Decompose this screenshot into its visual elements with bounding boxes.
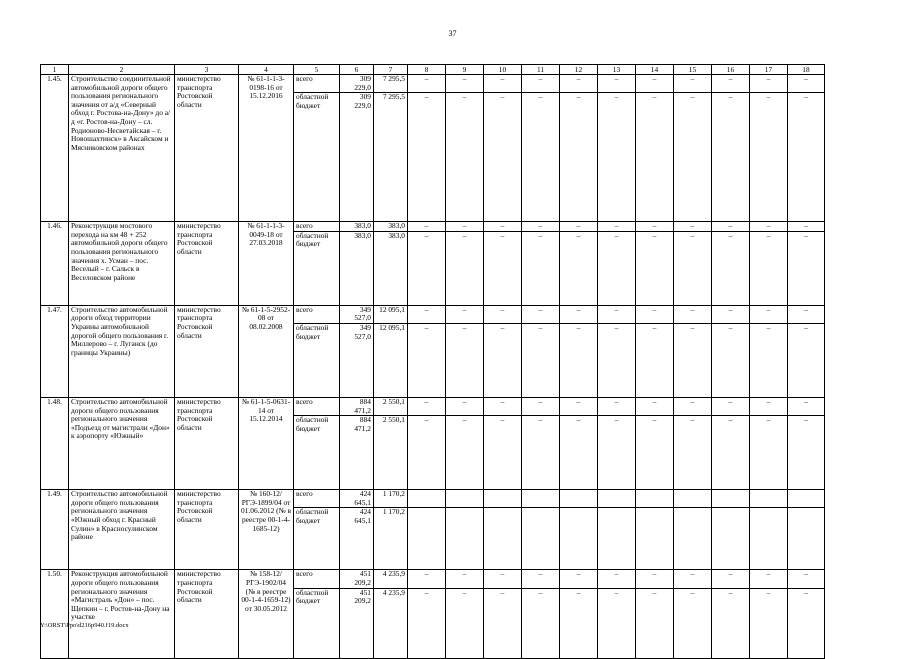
remaining-cost: 1 170,2 — [374, 490, 408, 508]
item-number: 1.47. — [41, 305, 69, 397]
year-cell: – — [446, 93, 484, 222]
column-number: 5 — [294, 65, 340, 75]
year-cell: – — [636, 323, 674, 397]
year-cell: – — [560, 222, 598, 232]
column-number: 2 — [69, 65, 175, 75]
expertise-doc: № 158-12/РГЭ-1902/04 (№ в реестре 00-1-4-1659-12) от 30.05.2012 — [239, 570, 294, 658]
year-cell: – — [750, 305, 788, 323]
year-cell: – — [750, 570, 788, 588]
object-name: Строительство соединительной автомобильной дороги общего пользования регионального значения от а/д «Северный обход г. Ростова-на-Дону» до а/д «г. Ростов-на-Дону – сл. Родионово-Несветайская – г. Новошахтинск» в Аксайском и Мясниковском районах — [69, 75, 175, 222]
year-cell: – — [598, 416, 636, 490]
year-cell: – — [408, 75, 446, 93]
year-cell: – — [484, 588, 522, 658]
column-number: 10 — [484, 65, 522, 75]
responsible-org: министерство транспорта Ростовской области — [175, 222, 239, 306]
table-row — [41, 305, 825, 323]
year-cell — [788, 508, 825, 570]
year-cell: – — [674, 416, 712, 490]
year-cell: – — [712, 93, 750, 222]
year-cell: – — [788, 305, 825, 323]
year-cell: – — [408, 397, 446, 415]
year-cell: – — [598, 75, 636, 93]
column-number: 17 — [750, 65, 788, 75]
year-cell: – — [598, 231, 636, 305]
year-cell: – — [788, 397, 825, 415]
column-number: 7 — [374, 65, 408, 75]
year-cell: – — [484, 231, 522, 305]
year-cell — [598, 508, 636, 570]
year-cell: – — [522, 416, 560, 490]
funding-source: областной бюджет — [294, 231, 340, 305]
year-cell: – — [484, 416, 522, 490]
year-cell: – — [446, 588, 484, 658]
year-cell — [446, 490, 484, 508]
year-cell: – — [788, 222, 825, 232]
estimated-cost: 451 209,2 — [340, 570, 374, 588]
year-cell: – — [750, 588, 788, 658]
year-cell: – — [408, 231, 446, 305]
year-cell: – — [674, 570, 712, 588]
year-cell — [408, 508, 446, 570]
object-name: Строительство автомобильной дороги обход территории Украины автомобильной дорогой общего пользования г. Миллерово – г. Луганск (до границы Украины) — [69, 305, 175, 397]
year-cell: – — [636, 231, 674, 305]
responsible-org: министерство транспорта Ростовской области — [175, 490, 239, 570]
year-cell: – — [560, 93, 598, 222]
column-number: 18 — [788, 65, 825, 75]
estimated-cost: 349 527,0 — [340, 305, 374, 323]
year-cell: – — [636, 588, 674, 658]
year-cell — [484, 508, 522, 570]
year-cell — [750, 490, 788, 508]
year-cell: – — [636, 416, 674, 490]
remaining-cost: 12 095,1 — [374, 323, 408, 397]
year-cell: – — [788, 570, 825, 588]
year-cell: – — [560, 305, 598, 323]
funding-source: всего — [294, 490, 340, 508]
year-cell: – — [522, 231, 560, 305]
year-cell: – — [788, 323, 825, 397]
responsible-org: министерство транспорта Ростовской области — [175, 75, 239, 222]
year-cell: – — [446, 570, 484, 588]
estimated-cost: 424 645,1 — [340, 490, 374, 508]
year-cell: – — [446, 231, 484, 305]
year-cell: – — [712, 323, 750, 397]
column-number: 4 — [239, 65, 294, 75]
item-number: 1.50. — [41, 570, 69, 658]
year-cell: – — [408, 416, 446, 490]
year-cell: – — [788, 231, 825, 305]
object-name: Реконструкция автомобильной дороги общего пользования регионального значения «Магистраль «Дон» – пос. Щепкин – г. Ростов-на-Дону на участке — [69, 570, 175, 658]
year-cell: – — [484, 397, 522, 415]
year-cell — [598, 490, 636, 508]
estimated-cost: 309 229,0 — [340, 93, 374, 222]
remaining-cost: 12 095,1 — [374, 305, 408, 323]
year-cell: – — [522, 305, 560, 323]
file-path-footer: Y:\ORST\Ppo\d216p940.f19.docx — [40, 622, 129, 629]
remaining-cost: 7 295,5 — [374, 75, 408, 93]
year-cell: – — [750, 323, 788, 397]
remaining-cost: 2 550,1 — [374, 397, 408, 415]
funding-source: областной бюджет — [294, 416, 340, 490]
column-number: 9 — [446, 65, 484, 75]
year-cell: – — [674, 397, 712, 415]
year-cell — [674, 508, 712, 570]
year-cell: – — [484, 75, 522, 93]
year-cell: – — [408, 323, 446, 397]
year-cell: – — [446, 323, 484, 397]
year-cell: – — [560, 231, 598, 305]
header-row — [41, 65, 825, 75]
year-cell: – — [674, 75, 712, 93]
year-cell: – — [598, 305, 636, 323]
estimated-cost: 383,0 — [340, 222, 374, 232]
year-cell: – — [674, 588, 712, 658]
year-cell — [788, 490, 825, 508]
year-cell: – — [674, 222, 712, 232]
funding-source: областной бюджет — [294, 588, 340, 658]
column-number: 12 — [560, 65, 598, 75]
year-cell: – — [788, 75, 825, 93]
year-cell: – — [788, 93, 825, 222]
year-cell — [484, 490, 522, 508]
year-cell: – — [598, 93, 636, 222]
year-cell: – — [712, 75, 750, 93]
column-number: 3 — [175, 65, 239, 75]
year-cell — [712, 490, 750, 508]
year-cell: – — [712, 397, 750, 415]
estimated-cost: 451 209,2 — [340, 588, 374, 658]
year-cell: – — [598, 222, 636, 232]
year-cell: – — [522, 570, 560, 588]
column-number: 14 — [636, 65, 674, 75]
year-cell: – — [712, 231, 750, 305]
column-number: 15 — [674, 65, 712, 75]
year-cell: – — [750, 75, 788, 93]
year-cell: – — [560, 416, 598, 490]
year-cell: – — [560, 570, 598, 588]
column-number: 6 — [340, 65, 374, 75]
program-table — [40, 64, 825, 659]
year-cell: – — [408, 588, 446, 658]
year-cell: – — [636, 570, 674, 588]
year-cell — [636, 508, 674, 570]
year-cell: – — [522, 75, 560, 93]
object-name: Реконструкция мостового перехода на км 48 + 252 автомобильной дороги общего пользования регионального значения х. Усман – пос. Веселый – г. Сальск в Веселовском районе — [69, 222, 175, 306]
year-cell: – — [446, 416, 484, 490]
year-cell: – — [636, 222, 674, 232]
year-cell: – — [446, 222, 484, 232]
responsible-org: министерство транспорта Ростовской области — [175, 397, 239, 489]
expertise-doc: № 61-1-5-0631-14 от 15.12.2014 — [239, 397, 294, 489]
remaining-cost: 4 235,9 — [374, 570, 408, 588]
remaining-cost: 4 235,9 — [374, 588, 408, 658]
year-cell: – — [408, 93, 446, 222]
year-cell: – — [598, 570, 636, 588]
year-cell: – — [674, 323, 712, 397]
year-cell: – — [674, 93, 712, 222]
object-name: Строительство автомобильной дороги общего пользования регионального значения «Южный обход г. Красный Сулин» в Красносулинском районе — [69, 490, 175, 570]
year-cell: – — [522, 93, 560, 222]
year-cell: – — [560, 588, 598, 658]
year-cell: – — [674, 231, 712, 305]
funding-source: всего — [294, 75, 340, 93]
year-cell: – — [712, 305, 750, 323]
year-cell: – — [446, 305, 484, 323]
remaining-cost: 2 550,1 — [374, 416, 408, 490]
page-number: 37 — [448, 29, 457, 38]
column-number: 13 — [598, 65, 636, 75]
estimated-cost: 349 527,0 — [340, 323, 374, 397]
expertise-doc: № 61-1-5-2952-08 от 08.02.2008 — [239, 305, 294, 397]
year-cell: – — [522, 397, 560, 415]
column-number: 1 — [41, 65, 69, 75]
funding-source: областной бюджет — [294, 508, 340, 570]
year-cell: – — [750, 222, 788, 232]
year-cell — [750, 508, 788, 570]
year-cell — [408, 490, 446, 508]
remaining-cost: 1 170,2 — [374, 508, 408, 570]
year-cell: – — [636, 305, 674, 323]
year-cell — [560, 508, 598, 570]
expertise-doc: № 61-1-1-3-0049-18 от 27.03.2018 — [239, 222, 294, 306]
year-cell: – — [408, 570, 446, 588]
year-cell: – — [788, 588, 825, 658]
responsible-org: министерство транспорта Ростовской области — [175, 305, 239, 397]
year-cell: – — [484, 570, 522, 588]
column-number: 8 — [408, 65, 446, 75]
year-cell: – — [750, 397, 788, 415]
year-cell — [560, 490, 598, 508]
year-cell — [636, 490, 674, 508]
column-number: 11 — [522, 65, 560, 75]
table-row — [41, 222, 825, 232]
table-row — [41, 397, 825, 415]
item-number: 1.45. — [41, 75, 69, 222]
year-cell: – — [446, 397, 484, 415]
year-cell: – — [484, 222, 522, 232]
year-cell — [674, 490, 712, 508]
remaining-cost: 383,0 — [374, 231, 408, 305]
year-cell: – — [712, 222, 750, 232]
year-cell — [446, 508, 484, 570]
funding-source: областной бюджет — [294, 323, 340, 397]
year-cell: – — [636, 75, 674, 93]
funding-source: всего — [294, 305, 340, 323]
year-cell: – — [560, 75, 598, 93]
year-cell — [522, 490, 560, 508]
year-cell: – — [712, 588, 750, 658]
year-cell: – — [598, 588, 636, 658]
year-cell: – — [484, 305, 522, 323]
column-number: 16 — [712, 65, 750, 75]
item-number: 1.46. — [41, 222, 69, 306]
year-cell: – — [598, 323, 636, 397]
year-cell: – — [712, 416, 750, 490]
year-cell: – — [674, 305, 712, 323]
year-cell: – — [522, 588, 560, 658]
year-cell — [522, 508, 560, 570]
table-row — [41, 490, 825, 508]
expertise-doc: № 61-1-1-3-0198-16 от 15.12.2016 — [239, 75, 294, 222]
year-cell: – — [560, 397, 598, 415]
year-cell: – — [484, 323, 522, 397]
estimated-cost: 884 471,2 — [340, 416, 374, 490]
year-cell: – — [636, 397, 674, 415]
year-cell: – — [522, 323, 560, 397]
year-cell: – — [484, 93, 522, 222]
year-cell: – — [598, 397, 636, 415]
table-row — [41, 570, 825, 588]
year-cell: – — [446, 75, 484, 93]
funding-source: всего — [294, 397, 340, 415]
year-cell: – — [712, 570, 750, 588]
year-cell: – — [636, 93, 674, 222]
funding-source: всего — [294, 570, 340, 588]
year-cell: – — [522, 222, 560, 232]
funding-source: всего — [294, 222, 340, 232]
year-cell: – — [408, 222, 446, 232]
estimated-cost: 309 229,0 — [340, 75, 374, 93]
estimated-cost: 383,0 — [340, 231, 374, 305]
remaining-cost: 383,0 — [374, 222, 408, 232]
year-cell: – — [750, 231, 788, 305]
remaining-cost: 7 295,5 — [374, 93, 408, 222]
item-number: 1.49. — [41, 490, 69, 570]
year-cell: – — [788, 416, 825, 490]
year-cell: – — [750, 93, 788, 222]
table-row — [41, 75, 825, 93]
funding-source: областной бюджет — [294, 93, 340, 222]
year-cell: – — [560, 323, 598, 397]
year-cell — [712, 508, 750, 570]
year-cell: – — [408, 305, 446, 323]
responsible-org: министерство транспорта Ростовской области — [175, 570, 239, 658]
estimated-cost: 884 471,2 — [340, 397, 374, 415]
year-cell: – — [750, 416, 788, 490]
expertise-doc: № 160-12/РГЭ-1899/04 от 01.06.2012 (№ в реестре 00-1-4-1685-12) — [239, 490, 294, 570]
estimated-cost: 424 645,1 — [340, 508, 374, 570]
object-name: Строительство автомобильной дороги общего пользования регионального значения «Подъезд от магистрали «Дон» к аэропорту «Южный» — [69, 397, 175, 489]
item-number: 1.48. — [41, 397, 69, 489]
